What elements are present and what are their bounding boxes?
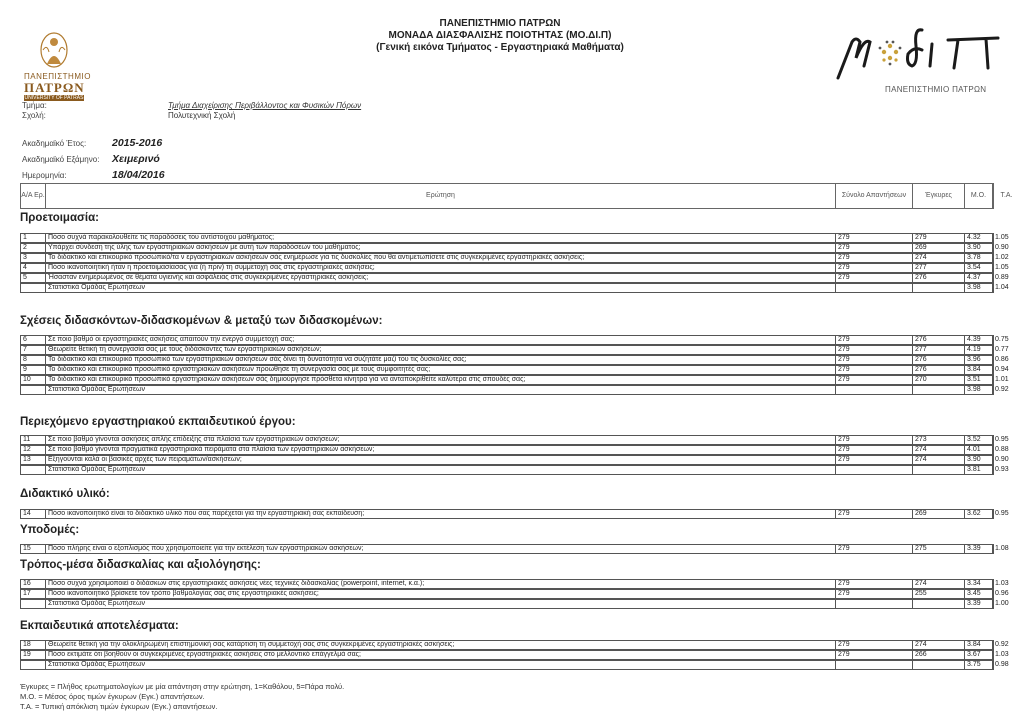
row-total: 279 bbox=[836, 346, 913, 354]
row-sd: 0.77 bbox=[995, 346, 1009, 353]
row-sd: 1.02 bbox=[995, 254, 1009, 261]
row-question: Θεωρείτε θετική για την ολοκληρωμένη επιστημονική σας κατάρτιση τη συμμετοχή σας στις συγκεκριμένες εργαστηριακές ασκήσεις; bbox=[46, 641, 836, 649]
row-total bbox=[836, 284, 913, 292]
row-total: 279 bbox=[836, 446, 913, 454]
row-question: Ήσασταν ενημερωμένος σε θέματα υγιεινής και ασφάλειας στις συγκεκριμένες εργαστηριακές ασκήσεις; bbox=[46, 274, 836, 282]
row-total: 279 bbox=[836, 456, 913, 464]
row-mean: 3.62 bbox=[965, 510, 993, 518]
section-title: Εκπαιδευτικά αποτελέσματα: bbox=[20, 620, 179, 632]
row-mean: 3.45 bbox=[965, 590, 993, 598]
row-sd: 0.95 bbox=[995, 436, 1009, 443]
row-valid bbox=[913, 466, 965, 474]
header-line-3: (Γενική εικόνα Τμήματος - Εργαστηριακά Μαθήματα) bbox=[376, 42, 624, 53]
col-sd-header: Τ.Α. bbox=[1000, 192, 1013, 199]
row-valid: 274 bbox=[913, 446, 965, 454]
row-question: Πόσο εκτιμάτε ότι βοηθούν οι συγκεκριμένες εργαστηριακές ασκήσεις στο μελλοντικό επάγγελμά σας; bbox=[46, 651, 836, 659]
report-header bbox=[300, 18, 700, 54]
row-question: Το διδακτικό και επικουρικό προσωπικό των εργαστηριακών ασκήσεων σάς δίνει τη δυνατότητα να συζητάτε μαζί του τις δυσκολίες σας; bbox=[46, 356, 836, 364]
row-number: 3 bbox=[21, 254, 46, 262]
row-question: Πόσο ικανοποιητικό βρίσκετε τον τρόπο βαθμολογίας σας στις εργαστηριακές ασκήσεις; bbox=[46, 590, 836, 598]
row-number: 15 bbox=[21, 545, 46, 553]
year-label: Ακαδημαϊκό Έτος: bbox=[22, 139, 87, 148]
row-number: 16 bbox=[21, 580, 46, 588]
row-mean: 3.84 bbox=[965, 641, 993, 649]
table-row bbox=[20, 445, 1009, 455]
row-question: Πόσο συχνά παρακολουθείτε τις παραδόσεις του αντίστοιχου μαθήματος; bbox=[46, 234, 836, 242]
row-number: 14 bbox=[21, 510, 46, 518]
row-valid bbox=[913, 661, 965, 669]
row-total: 279 bbox=[836, 356, 913, 364]
table-row bbox=[20, 263, 1009, 273]
semester-value: Χειμερινό bbox=[112, 153, 160, 165]
row-question: Σε ποιο βαθμό οι εργαστηριακές ασκήσεις απαιτούν την ενεργό συμμετοχή σας; bbox=[46, 336, 836, 344]
semester-label: Ακαδημαϊκό Εξάμηνο: bbox=[22, 155, 100, 164]
row-question: Πόσο ικανοποιητικό είναι το διδακτικό υλικό που σας παρέχεται για την εργαστηριακή σας εκπαίδευση; bbox=[46, 510, 836, 518]
row-sd: 0.92 bbox=[995, 641, 1009, 648]
table-row bbox=[20, 589, 1009, 599]
row-sd: 0.89 bbox=[995, 274, 1009, 281]
row-valid: 274 bbox=[913, 580, 965, 588]
year-row bbox=[22, 137, 162, 149]
row-mean: 4.39 bbox=[965, 336, 993, 344]
table-row bbox=[20, 233, 1009, 243]
row-question: Σε ποιο βαθμό γίνονται ασκήσεις απλής επίδειξης στα πλαίσια των εργαστηριακών ασκήσεων; bbox=[46, 436, 836, 444]
group-stats-row bbox=[20, 385, 1009, 395]
row-mean: 3.84 bbox=[965, 366, 993, 374]
row-question: Θεωρείτε θετική τη συνεργασία σας με τους διδάσκοντες των εργαστηριακών ασκήσεων; bbox=[46, 346, 836, 354]
row-sd: 1.01 bbox=[995, 376, 1009, 383]
section-title: Υποδομές: bbox=[20, 524, 80, 536]
row-sd: 1.00 bbox=[995, 600, 1009, 607]
row-question: Πόσο πλήρης είναι ο εξοπλισμός που χρησιμοποιείτε για την εκτέλεση των εργαστηριακών ασκήσεων; bbox=[46, 545, 836, 553]
row-valid: 269 bbox=[913, 244, 965, 252]
row-total bbox=[836, 661, 913, 669]
table-row bbox=[20, 640, 1009, 650]
row-question: Το διδακτικό και επικουρικό προσωπικό/τα ν εργαστηριακών ασκήσεων σάς ενημέρωσε για τις δυσκολίες που θα αντιμετωπίσετε στις συγκεκριμένες εργαστηριακές ασκήσεις; bbox=[46, 254, 836, 262]
row-question: Στατιστικά Ομάδας Ερωτήσεων bbox=[46, 284, 836, 292]
row-valid: 276 bbox=[913, 356, 965, 364]
table-row bbox=[20, 375, 1009, 385]
table-row bbox=[20, 243, 1009, 253]
table-row bbox=[20, 365, 1009, 375]
row-number: 5 bbox=[21, 274, 46, 282]
row-question: Στατιστικά Ομάδας Ερωτήσεων bbox=[46, 386, 836, 394]
group-stats-row bbox=[20, 660, 1009, 670]
row-valid: 276 bbox=[913, 366, 965, 374]
row-mean: 4.01 bbox=[965, 446, 993, 454]
row-total: 279 bbox=[836, 376, 913, 384]
date-row bbox=[22, 169, 165, 181]
row-total bbox=[836, 600, 913, 608]
row-question: Το διδακτικό και επικουρικό προσωπικό εργαστηριακών ασκήσεων προωθησε τη συνεργασία σας με τους συμφοιτητές σας; bbox=[46, 366, 836, 374]
row-total: 279 bbox=[836, 545, 913, 553]
row-total: 279 bbox=[836, 244, 913, 252]
row-valid: 266 bbox=[913, 651, 965, 659]
row-total: 279 bbox=[836, 436, 913, 444]
university-name-small: ΠΑΝΕΠΙΣΤΗΜΙΟ bbox=[24, 72, 91, 81]
row-number bbox=[21, 284, 46, 292]
row-valid bbox=[913, 600, 965, 608]
row-total: 279 bbox=[836, 366, 913, 374]
row-sd: 1.04 bbox=[995, 284, 1009, 291]
header-line-2: ΜΟΝΑΔΑ ΔΙΑΣΦΑΛΙΣΗΣ ΠΟΙΟΤΗΤΑΣ (ΜΟ.ΔΙ.Π) bbox=[388, 30, 612, 41]
row-valid bbox=[913, 386, 965, 394]
university-seal-icon bbox=[37, 30, 71, 70]
modip-wordmark-icon bbox=[830, 22, 1010, 86]
row-sd: 1.05 bbox=[995, 264, 1009, 271]
row-number: 12 bbox=[21, 446, 46, 454]
row-question: Σε ποιο βαθμό γίνονται πραγματικά εργαστηριακά πειράματα στα πλαίσια των εργαστηριακών ασκήσεων; bbox=[46, 446, 836, 454]
row-number: 10 bbox=[21, 376, 46, 384]
row-valid: 274 bbox=[913, 641, 965, 649]
row-sd: 0.96 bbox=[995, 590, 1009, 597]
group-stats-row bbox=[20, 599, 1009, 609]
university-name-english: UNIVERSITY OF PATRAS bbox=[24, 95, 84, 101]
row-total: 279 bbox=[836, 254, 913, 262]
row-number: 4 bbox=[21, 264, 46, 272]
row-number: 7 bbox=[21, 346, 46, 354]
row-valid: 277 bbox=[913, 346, 965, 354]
row-sd: 1.03 bbox=[995, 580, 1009, 587]
table-row bbox=[20, 355, 1009, 365]
row-valid bbox=[913, 284, 965, 292]
row-sd: 0.94 bbox=[995, 366, 1009, 373]
row-number: 13 bbox=[21, 456, 46, 464]
section-title: Σχέσεις διδασκόντων-διδασκομένων & μεταξύ των διδασκομένων: bbox=[20, 315, 383, 327]
row-sd: 0.75 bbox=[995, 336, 1009, 343]
row-mean: 4.19 bbox=[965, 346, 993, 354]
year-value: 2015-2016 bbox=[112, 137, 163, 149]
table-row bbox=[20, 335, 1009, 345]
section-title: Περιεχόμενο εργαστηριακού εκπαιδευτικού έργου: bbox=[20, 416, 296, 428]
row-mean: 4.32 bbox=[965, 234, 993, 242]
row-valid: 270 bbox=[913, 376, 965, 384]
row-sd: 0.93 bbox=[995, 466, 1009, 473]
col-valid-header: Έγκυρες bbox=[913, 184, 965, 208]
department-row bbox=[22, 101, 361, 110]
row-number bbox=[21, 600, 46, 608]
row-mean: 3.96 bbox=[965, 356, 993, 364]
table-row bbox=[20, 509, 1009, 519]
row-valid: 277 bbox=[913, 264, 965, 272]
section-title: Τρόπος-μέσα διδασκαλίας και αξιολόγησης: bbox=[20, 559, 261, 571]
date-label: Ημερομηνία: bbox=[22, 171, 67, 180]
group-stats-row bbox=[20, 283, 1009, 293]
col-mean-header: Μ.Ο. bbox=[965, 184, 993, 208]
row-mean: 3.98 bbox=[965, 284, 993, 292]
row-mean: 3.78 bbox=[965, 254, 993, 262]
row-mean: 3.52 bbox=[965, 436, 993, 444]
row-sd: 0.98 bbox=[995, 661, 1009, 668]
footnote-mean: Μ.Ο. = Μέσος όρος τιμών έγκυρων (Εγκ.) απαντήσεων. bbox=[20, 692, 205, 701]
col-num-header: Α/Α Ερ. bbox=[21, 184, 46, 208]
table-row bbox=[20, 345, 1009, 355]
table-row bbox=[20, 273, 1009, 283]
row-question: Στατιστικά Ομάδας Ερωτήσεων bbox=[46, 466, 836, 474]
row-valid: 276 bbox=[913, 274, 965, 282]
row-mean: 3.90 bbox=[965, 456, 993, 464]
school-label: Σχολή: bbox=[22, 111, 46, 120]
row-total: 279 bbox=[836, 641, 913, 649]
row-valid: 279 bbox=[913, 234, 965, 242]
table-row bbox=[20, 579, 1009, 589]
row-total: 279 bbox=[836, 274, 913, 282]
department-value: Τμήμα Διαχείρισης Περιβάλλοντος και Φυσικών Πόρων bbox=[168, 101, 362, 110]
row-number bbox=[21, 661, 46, 669]
row-number: 17 bbox=[21, 590, 46, 598]
modip-caption: ΠΑΝΕΠΙΣΤΗΜΙΟ ΠΑΤΡΩΝ bbox=[885, 85, 987, 94]
row-mean: 3.90 bbox=[965, 244, 993, 252]
row-mean: 3.39 bbox=[965, 600, 993, 608]
date-value: 18/04/2016 bbox=[112, 169, 165, 181]
row-sd: 1.05 bbox=[995, 234, 1009, 241]
row-total: 279 bbox=[836, 336, 913, 344]
semester-row bbox=[22, 153, 160, 165]
row-number: 8 bbox=[21, 356, 46, 364]
row-question: Εξηγούνται καλά οι βασικές αρχές των πειραμάτων/ασκήσεων; bbox=[46, 456, 836, 464]
row-number: 6 bbox=[21, 336, 46, 344]
row-question: Στατιστικά Ομάδας Ερωτήσεων bbox=[46, 661, 836, 669]
row-number bbox=[21, 466, 46, 474]
row-question: Πόσο ικανοποιητική ήταν η προετοιμασίασας για (ή πριν) τη συμμετοχή σας στις εργαστηριακές ασκήσεις; bbox=[46, 264, 836, 272]
group-stats-row bbox=[20, 465, 1009, 475]
row-mean: 3.75 bbox=[965, 661, 993, 669]
row-sd: 0.88 bbox=[995, 446, 1009, 453]
row-total: 279 bbox=[836, 651, 913, 659]
row-question: Το διδακτικό και επικουρικό προσωπικό εργαστηριακών ασκήσεων σάς δημιούργησε πρόσθετα κίνητρα για να ανταποκριθείτε καλύτερα στις σπουδές σας; bbox=[46, 376, 836, 384]
footnote-sd: Τ.Α. = Τυπική απόκλιση τιμών έγκυρων (Εγκ.) απαντήσεων. bbox=[20, 702, 218, 711]
row-question: Υπάρχει σύνδεση της ύλης των εργαστηριακών ασκήσεων με αυτή των παραδόσεων του μαθήματος; bbox=[46, 244, 836, 252]
row-sd: 0.90 bbox=[995, 244, 1009, 251]
section-title: Διδακτικό υλικό: bbox=[20, 488, 110, 500]
school-value: Πολυτεχνική Σχολή bbox=[168, 111, 236, 120]
row-sd: 1.03 bbox=[995, 651, 1009, 658]
row-total: 279 bbox=[836, 234, 913, 242]
row-number: 19 bbox=[21, 651, 46, 659]
row-mean: 3.81 bbox=[965, 466, 993, 474]
row-question: Στατιστικά Ομάδας Ερωτήσεων bbox=[46, 600, 836, 608]
table-row bbox=[20, 435, 1009, 445]
university-logo bbox=[24, 30, 91, 101]
row-valid: 274 bbox=[913, 254, 965, 262]
row-total: 279 bbox=[836, 580, 913, 588]
row-valid: 274 bbox=[913, 456, 965, 464]
table-row bbox=[20, 455, 1009, 465]
row-valid: 273 bbox=[913, 436, 965, 444]
table-header bbox=[20, 183, 1013, 209]
row-mean: 3.51 bbox=[965, 376, 993, 384]
department-label: Τμήμα: bbox=[22, 101, 47, 110]
row-mean: 4.37 bbox=[965, 274, 993, 282]
row-sd: 0.86 bbox=[995, 356, 1009, 363]
row-number: 9 bbox=[21, 366, 46, 374]
row-valid: 276 bbox=[913, 336, 965, 344]
row-mean: 3.67 bbox=[965, 651, 993, 659]
table-row bbox=[20, 253, 1009, 263]
row-valid: 269 bbox=[913, 510, 965, 518]
row-sd: 0.95 bbox=[995, 510, 1009, 517]
row-valid: 275 bbox=[913, 545, 965, 553]
row-sd: 1.08 bbox=[995, 545, 1009, 552]
row-mean: 3.39 bbox=[965, 545, 993, 553]
table-row bbox=[20, 650, 1009, 660]
section-title: Προετοιμασία: bbox=[20, 212, 100, 224]
footnote-valid: Έγκυρες = Πλήθος ερωτηματολογίων με μία απάντηση στην ερώτηση, 1=Καθόλου, 5=Πάρα πολύ. bbox=[20, 682, 345, 691]
row-mean: 3.98 bbox=[965, 386, 993, 394]
modip-logo bbox=[830, 22, 1010, 102]
row-number: 2 bbox=[21, 244, 46, 252]
row-mean: 3.34 bbox=[965, 580, 993, 588]
row-total: 279 bbox=[836, 590, 913, 598]
table-row bbox=[20, 544, 1009, 554]
col-total-header: Σύνολο Απαντήσεων bbox=[836, 184, 913, 208]
row-number: 1 bbox=[21, 234, 46, 242]
row-number bbox=[21, 386, 46, 394]
row-sd: 0.90 bbox=[995, 456, 1009, 463]
row-mean: 3.54 bbox=[965, 264, 993, 272]
header-line-1: ΠΑΝΕΠΙΣΤΗΜΙΟ ΠΑΤΡΩΝ bbox=[439, 18, 561, 29]
row-valid: 255 bbox=[913, 590, 965, 598]
col-question-header: Ερώτηση bbox=[46, 184, 836, 208]
row-total bbox=[836, 466, 913, 474]
row-sd: 0.92 bbox=[995, 386, 1009, 393]
row-total: 279 bbox=[836, 264, 913, 272]
row-total: 279 bbox=[836, 510, 913, 518]
row-number: 11 bbox=[21, 436, 46, 444]
row-question: Πόσο συχνά χρησιμοποιεί ο διδάσκων στις εργαστηριακές ασκήσεις νέες τεχνικές διδασκαλίας (powerpoint, internet, κ.α.); bbox=[46, 580, 836, 588]
row-number: 18 bbox=[21, 641, 46, 649]
row-total bbox=[836, 386, 913, 394]
university-name-large: ΠΑΤΡΩΝ bbox=[24, 80, 85, 95]
school-row bbox=[22, 111, 235, 120]
